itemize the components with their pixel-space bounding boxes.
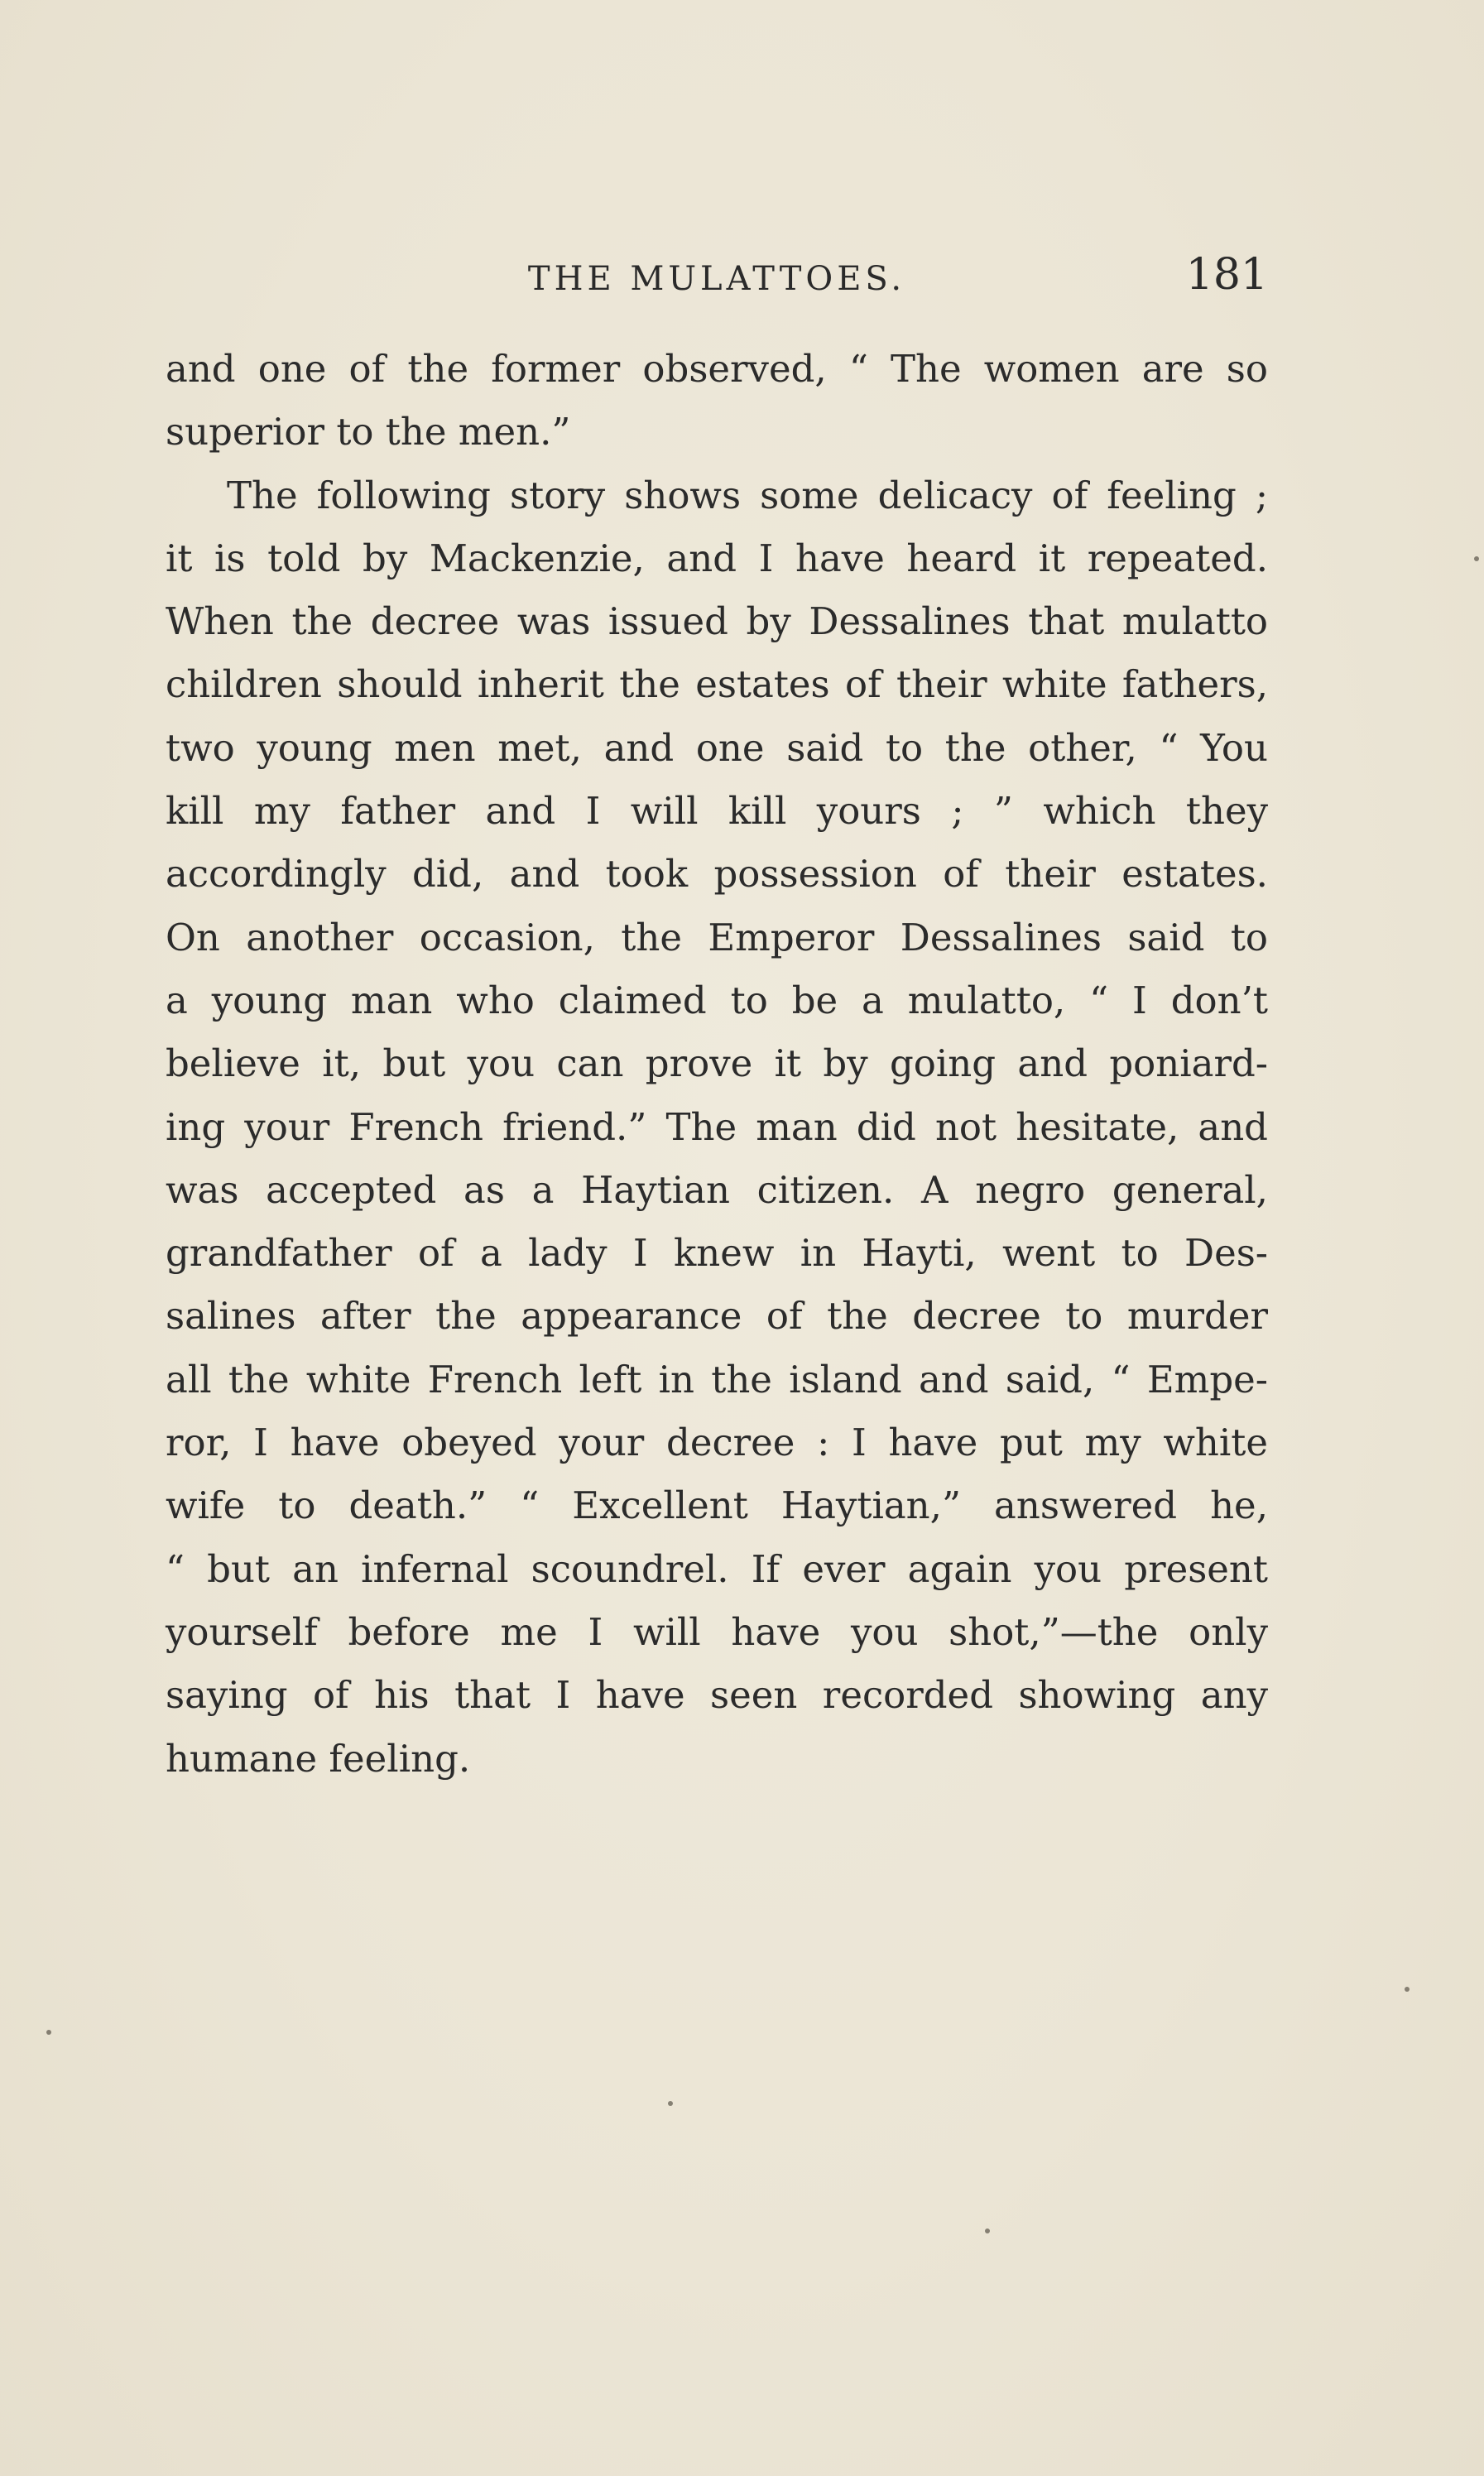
paper-speck xyxy=(985,2228,990,2233)
text-line: When the decree was issued by Dessalines that mulatto xyxy=(166,599,1268,644)
page-number: 181 xyxy=(1185,250,1268,300)
text-line: kill my father and I will kill yours ; ” which they xyxy=(166,789,1268,834)
text-line: accordingly did, and took possession of their estates. xyxy=(166,852,1268,897)
text-line: two young men met, and one said to the other, “ You xyxy=(166,725,1268,770)
text-line: yourself before me I will have you shot,”—the only xyxy=(166,1609,1268,1654)
text-line: grandfather of a lady I knew in Hayti, went to Des- xyxy=(166,1231,1268,1276)
text-line: ing your French friend.” The man did not hesitate, and xyxy=(166,1104,1268,1149)
text-line: all the white French left in the island and said, “ Empe- xyxy=(166,1357,1268,1401)
text-line: a young man who claimed to be a mulatto, “ I don’t xyxy=(166,978,1268,1022)
page-header xyxy=(166,248,1268,306)
text-line: and one of the former observed, “ The women are so xyxy=(166,347,1268,391)
paper-speck xyxy=(46,2030,51,2035)
text-line: On another occasion, the Emperor Dessalines said to xyxy=(166,915,1268,959)
paper-speck xyxy=(1474,556,1479,561)
running-title: THE MULATTOES. xyxy=(527,260,906,298)
text-line: believe it, but you can prove it by going and poniard- xyxy=(166,1041,1268,1086)
text-line: it is told by Mackenzie, and I have heard it repeated. xyxy=(166,536,1268,580)
body-text xyxy=(166,338,1268,1791)
paper-speck xyxy=(668,2101,673,2106)
text-line: The following story shows some delicacy of feeling ; xyxy=(227,473,1268,517)
text-line: ror, I have obeyed your decree : I have put my white xyxy=(166,1421,1268,1465)
text-line: salines after the appearance of the decree to murder xyxy=(166,1294,1268,1339)
text-line: saying of his that I have seen recorded showing any xyxy=(166,1673,1268,1718)
text-line: humane feeling. xyxy=(166,1736,471,1781)
text-line: superior to the men.” xyxy=(166,410,571,454)
text-line: “ but an infernal scoundrel. If ever again you present xyxy=(166,1546,1268,1591)
text-line: wife to death.” “ Excellent Haytian,” answered he, xyxy=(166,1483,1268,1528)
text-line: was accepted as a Haytian citizen. A negro general, xyxy=(166,1167,1268,1212)
paper-speck xyxy=(1405,1987,1410,1992)
text-line: children should inherit the estates of their white fathers, xyxy=(166,662,1268,707)
